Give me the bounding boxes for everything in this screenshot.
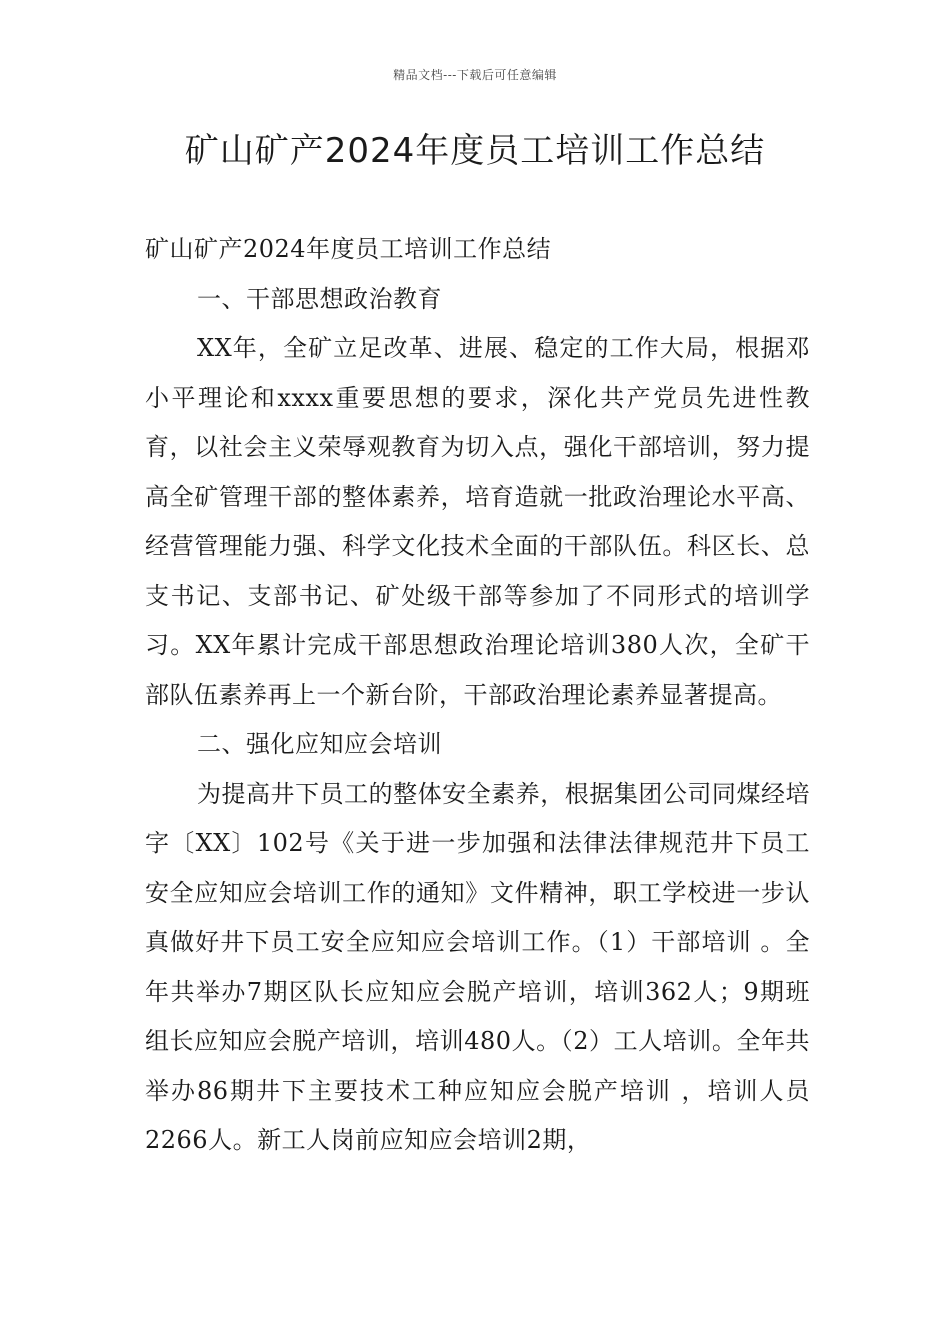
header-note: 精品文档---下载后可任意编辑 <box>393 68 557 82</box>
document-title: 矿山矿产2024年度员工培训工作总结 <box>184 131 766 171</box>
section-2-heading: 二、强化应知应会培训 <box>197 730 442 758</box>
document-subtitle: 矿山矿产2024年度员工培训工作总结 <box>145 235 552 263</box>
document-body <box>145 225 810 1166</box>
section-2-paragraph: 为提高井下员工的整体安全素养，根据集团公司同煤经培字〔XX〕102号《关于进一步加强和法律法律规范井下员工安全应知应会培训工作的通知》文件精神，职工学校进一步认真做好井下员工安全应知应会培训工作。（1）干部培训 。全年共举办7期区队长应知应会脱产培训，培训362人；9期班组长应知应会脱产培训，培训480人。（2）工人培训。全年共举办86期井下主要技术工种应知应会脱产培训 ，培训人员2266人。新工人岗前应知应会培训2期， <box>145 779 810 1154</box>
section-1-paragraph: XX年，全矿立足改革、进展、稳定的工作大局，根据邓小平理论和xxxx重要思想的要求，深化共产党员先进性教育，以社会主义荣辱观教育为切入点，强化干部培训，努力提高全矿管理干部的整体素养，培育造就一批政治理论水平高、经营管理能力强、科学文化技术全面的干部队伍。科区长、总支书记、支部书记、矿处级干部等参加了不同形式的培训学习。XX年累计完成干部思想政治理论培训380人次，全矿干部队伍素养再上一个新台阶，干部政治理论素养显著提高。 <box>145 334 810 709</box>
section-1-heading: 一、干部思想政治教育 <box>197 284 442 313</box>
